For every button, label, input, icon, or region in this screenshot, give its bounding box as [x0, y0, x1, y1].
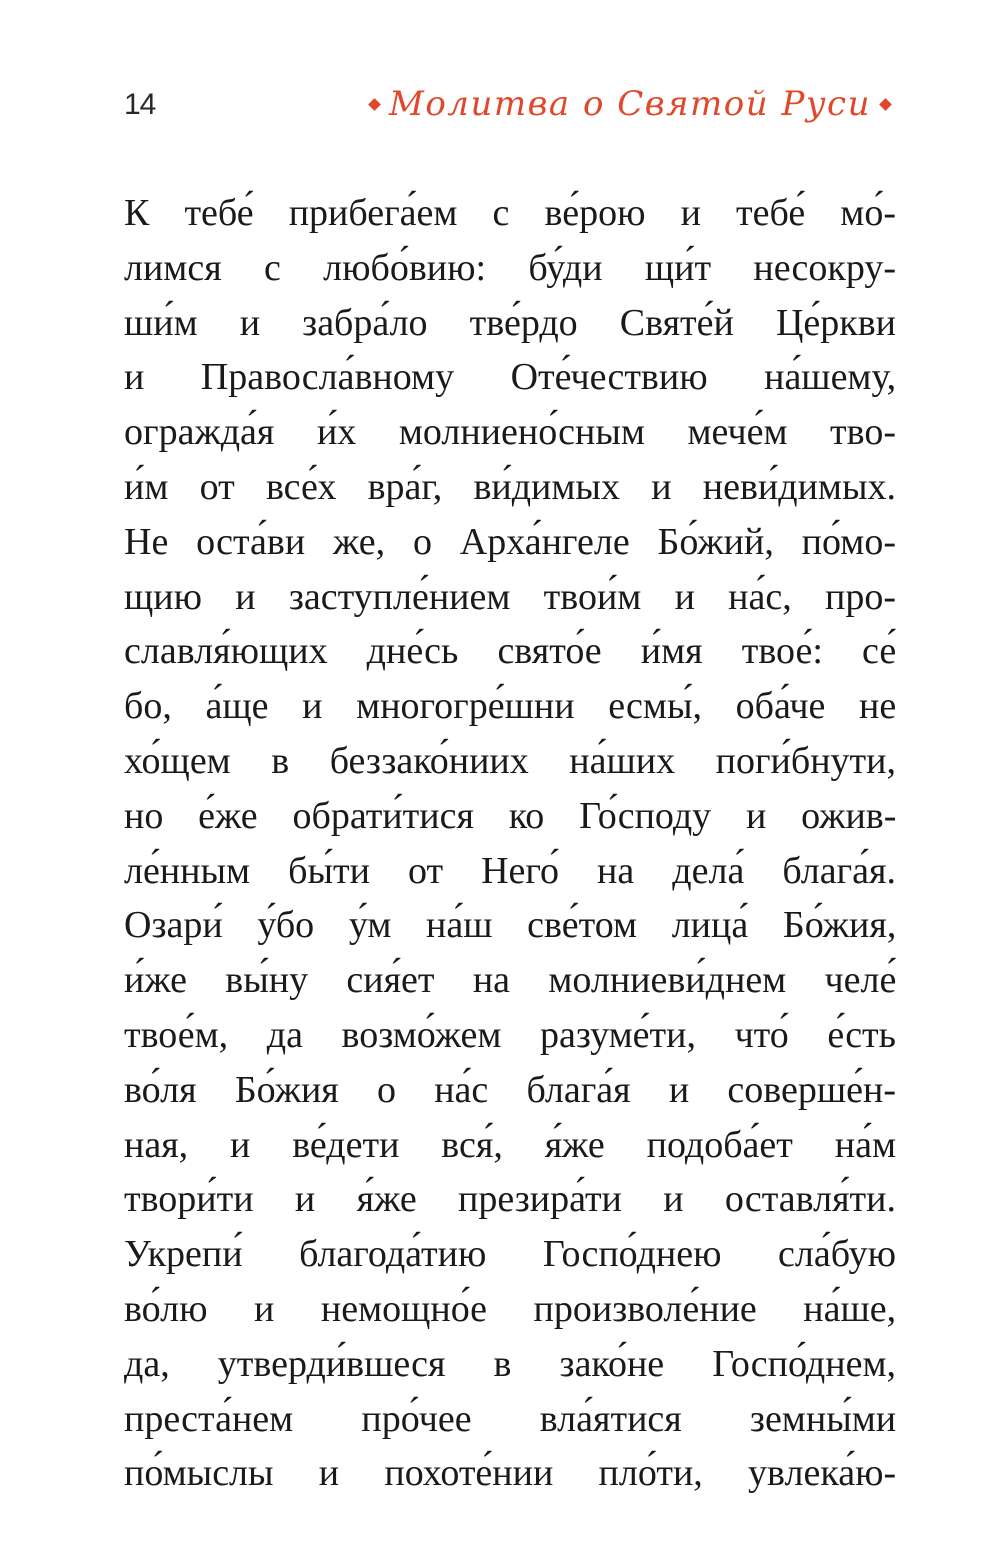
- diamond-ornament-icon: [368, 98, 381, 111]
- text-line: во́ля Бо́жия о на́с блага́я и соверше́н-: [124, 1068, 896, 1111]
- text-line: и́же вы́ну сия́ет на молниеви́днем челе́: [124, 959, 897, 1002]
- text-line: щию и заступле́нием твои́м и на́с, про-: [124, 575, 896, 618]
- text-line: славля́ющих дне́сь свято́е и́мя твое́: се́: [124, 630, 897, 673]
- page-header: [124, 84, 890, 144]
- text-line: К тебе́ прибега́ем с ве́рою и тебе́ мо́-: [124, 192, 896, 234]
- text-line: огражда́я и́х молниено́сным мече́м тво-: [124, 411, 896, 454]
- text-line: во́лю и немощно́е произволе́ние на́ше,: [124, 1287, 897, 1330]
- text-line: ная, и ве́дети вся́, я́же подоба́ет на́м: [124, 1123, 896, 1166]
- text-line: Не оста́ви же, о Арха́нгеле Бо́жий, по́мо-: [124, 520, 896, 563]
- running-title: [370, 84, 890, 124]
- text-line: и Правосла́вному Оте́чествию на́шему,: [124, 356, 897, 399]
- running-title-text: Молитва о Святой Руси: [389, 84, 871, 124]
- text-line: преста́нем про́чее вла́ятися земны́ми: [124, 1397, 897, 1440]
- text-line: по́мыслы и похоте́нии пло́ти, увлека́ю-: [124, 1452, 897, 1495]
- text-line: но е́же обрати́тися ко Го́споду и ожив-: [124, 794, 897, 837]
- text-line: лимся с любо́вию: бу́ди щи́т несокру-: [124, 246, 896, 289]
- text-line: и́м от все́х вра́г, ви́димых и неви́димых.: [124, 465, 896, 508]
- text-line: хо́щем в беззако́ниих на́ших поги́бнути,: [124, 739, 896, 782]
- text-line: Озари́ у́бо у́м на́ш све́том лица́ Бо́жия,: [124, 904, 897, 947]
- text-line: бо, а́ще и многогре́шни есмы́, оба́че не: [124, 685, 897, 728]
- text-line: ле́нным бы́ти от Него́ на дела́ блага́я.: [124, 849, 896, 892]
- text-line: твое́м, да возмо́жем разуме́ти, что́ е́сть: [124, 1013, 896, 1056]
- text-line: да, утверди́вшеся в зако́не Госпо́днем,: [124, 1342, 896, 1385]
- text-line: ши́м и забра́ло тве́рдо Святе́й Це́ркви: [124, 301, 897, 344]
- text-line: Укрепи́ благода́тию Госпо́днею сла́бую: [124, 1233, 896, 1276]
- prayer-text: [124, 186, 896, 1501]
- page-number: 14: [124, 88, 156, 121]
- text-line: твори́ти и я́же презира́ти и оставля́ти.: [124, 1178, 896, 1221]
- diamond-ornament-icon: [879, 98, 892, 111]
